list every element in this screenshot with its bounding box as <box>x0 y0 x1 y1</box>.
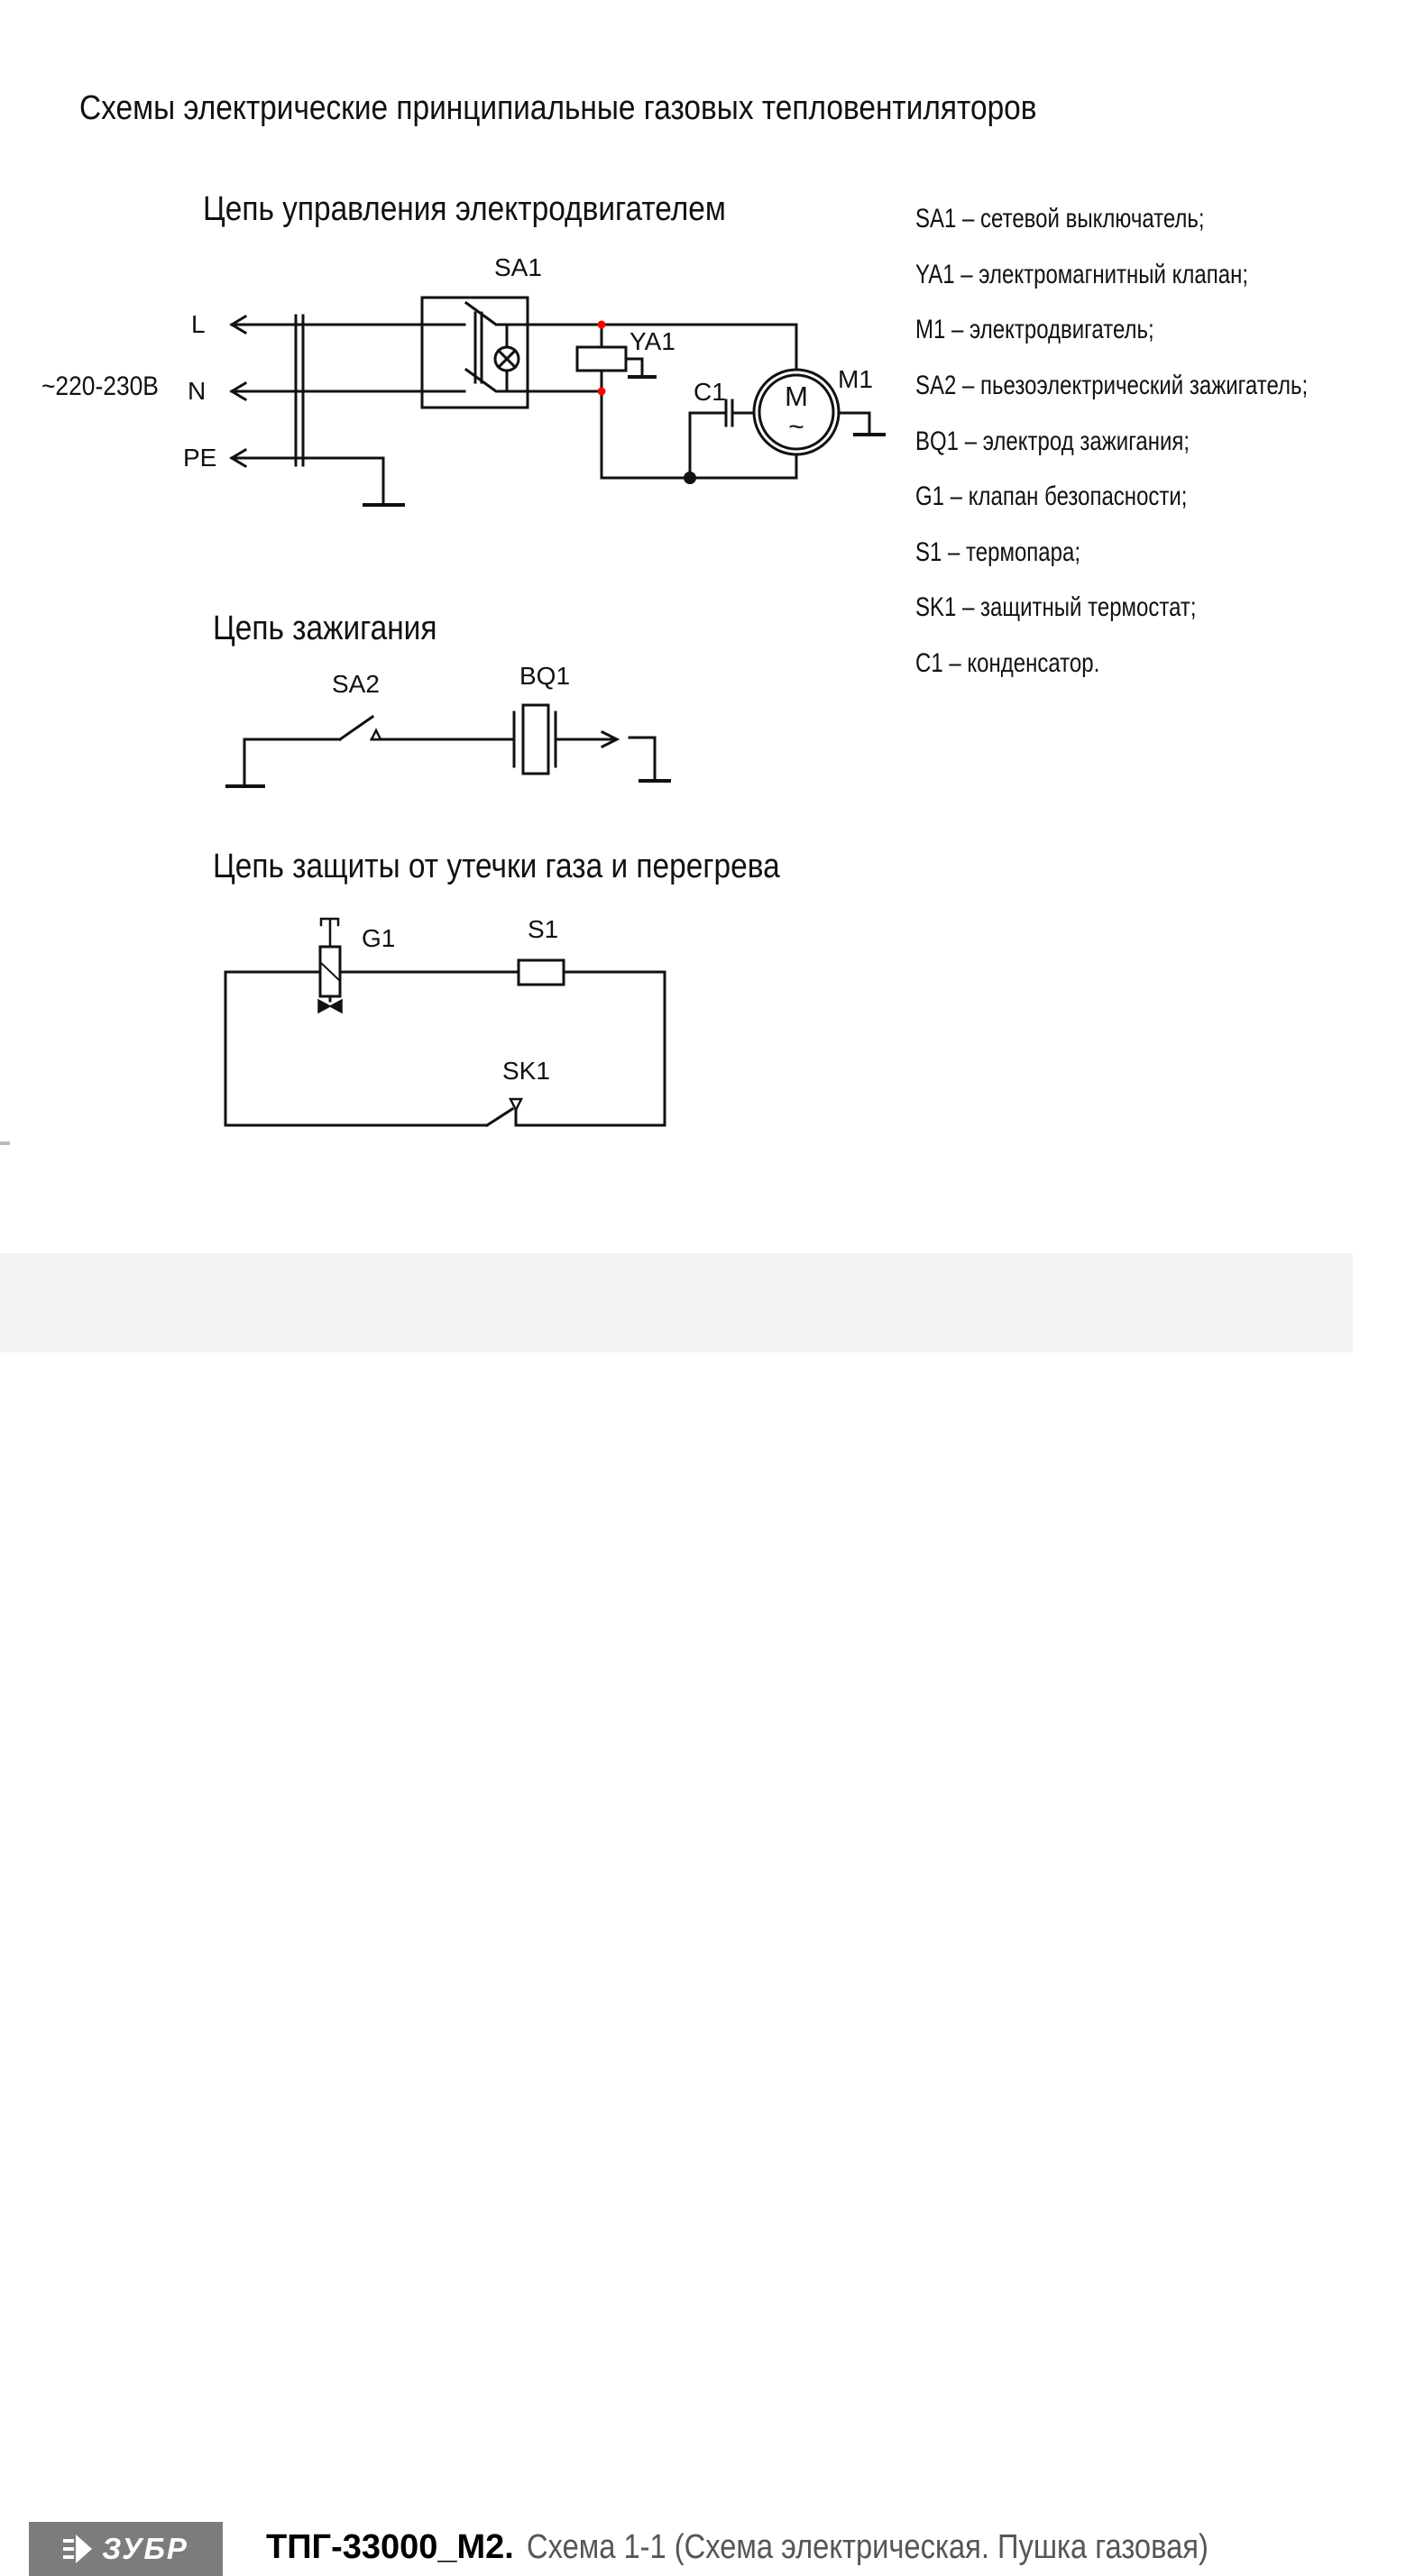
switch-sa2-blade <box>340 717 372 739</box>
s1-label: S1 <box>528 915 559 943</box>
legend-item: SA1 – сетевой выключатель; <box>915 204 1205 234</box>
ignition-circuit-title: Цепь зажигания <box>213 610 437 647</box>
page-edge-artifact <box>0 1141 10 1145</box>
zubr-logo <box>29 2522 223 2576</box>
control-circuit-title: Цепь управления электродвигателем <box>203 190 726 228</box>
model-number: ТПГ-33000_М2. <box>266 2528 514 2566</box>
zubr-logo-icon <box>63 2531 94 2567</box>
piezo-bq1-crystal <box>523 705 548 774</box>
motor-lead-right <box>839 413 869 433</box>
wire-pe <box>232 458 383 503</box>
capacitor-c1-symbol <box>726 400 732 426</box>
sk1-label: SK1 <box>502 1057 550 1085</box>
schema-caption: Схема 1-1 (Схема электрическая. Пушка газовая) <box>526 2528 1208 2566</box>
thermostat-sk1-blade <box>487 1109 512 1125</box>
voltage-label: ~220-230В <box>41 371 159 401</box>
protection-circuit-title: Цепь защиты от утечки газа и перегрева <box>213 848 780 885</box>
gas-valve-icon <box>318 1000 330 1013</box>
c1-label: C1 <box>694 378 726 406</box>
motor-ac-symbol: ~ <box>788 412 804 442</box>
valve-ya1-coil <box>577 347 626 371</box>
ignition-circuit <box>227 705 669 786</box>
legend-item: YA1 – электромагнитный клапан; <box>915 260 1249 289</box>
thermo-sensor-icon <box>321 919 338 947</box>
red-junction-dot <box>598 321 606 329</box>
bq1-label: BQ1 <box>519 662 571 690</box>
wire-n-switched <box>466 370 602 391</box>
electrode-bracket <box>629 738 655 779</box>
legend-item: G1 – клапан безопасности; <box>915 481 1188 511</box>
switch-coupling <box>475 313 482 382</box>
m1-label: M1 <box>838 365 873 393</box>
thermocouple-s1-symbol <box>519 960 564 985</box>
page-title-text: Схемы электрические принципиальные газовых тепловентиляторов <box>79 89 1037 127</box>
footer-caption-line <box>266 2528 1319 2567</box>
protection-circuit <box>225 919 665 1125</box>
ya1-label: YA1 <box>629 327 675 355</box>
sa2-label: SA2 <box>332 670 380 698</box>
protection-loop <box>225 972 665 1125</box>
ya1-ground-lead <box>626 359 642 375</box>
legend-item: C1 – конденсатор. <box>915 648 1100 678</box>
legend-item: SA2 – пьезоэлектрический зажигатель; <box>915 371 1309 400</box>
footer <box>0 1253 1353 2566</box>
gas-valve-icon <box>330 1000 342 1013</box>
zubr-logo-text: ЗУБР <box>102 2532 188 2565</box>
legend-item: M1 – электродвигатель; <box>915 315 1154 344</box>
page-title <box>79 91 1167 127</box>
capacitor-branch <box>690 413 726 478</box>
sa1-label: SA1 <box>494 253 542 281</box>
legend-item: BQ1 – электрод зажигания; <box>915 426 1190 456</box>
legend-item: SK1 – защитный термостат; <box>915 592 1197 622</box>
line-pe-label: PE <box>183 444 217 472</box>
line-l-label: L <box>191 310 206 338</box>
red-junction-dot <box>598 388 606 396</box>
motor-letter: M <box>785 380 808 412</box>
legend-item: S1 – термопара; <box>915 537 1081 567</box>
pushbutton-contact-icon <box>372 730 381 739</box>
line-n-label: N <box>188 377 207 405</box>
g1-label: G1 <box>362 924 396 952</box>
